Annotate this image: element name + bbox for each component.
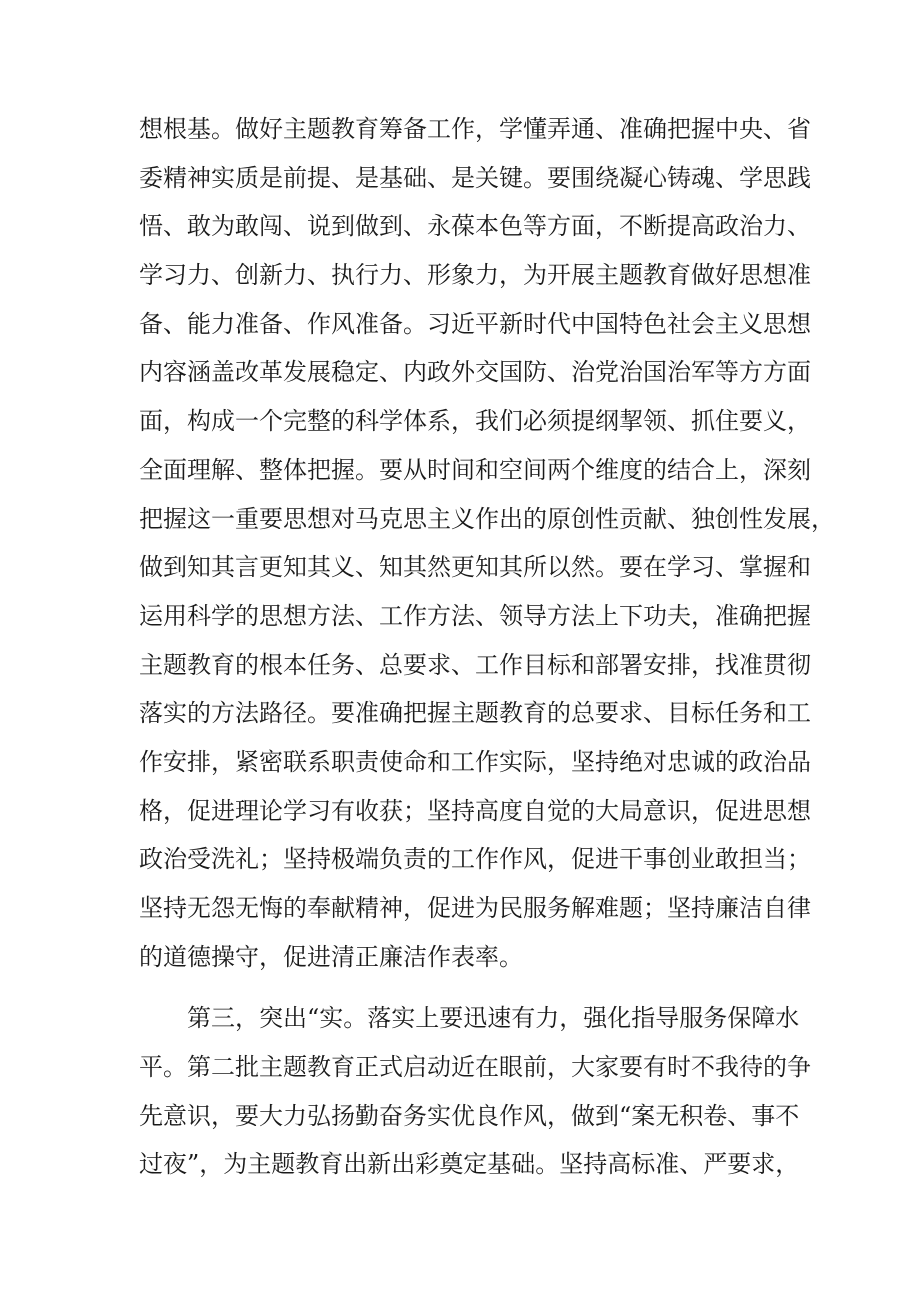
paragraph-gap [139,981,795,994]
paragraph-line: 主题教育的根本任务、总要求、工作目标和部署安排，找准贯彻 [139,650,811,679]
paragraph-line: 运用科学的思想方法、工作方法、领导方法上下功夫，准确把握 [139,601,811,630]
paragraph-line: 的道德操守，促进清正廉洁作表率。 [139,942,523,971]
paragraph-line: 作安排，紧密联系职责使命和工作实际，坚持绝对忠诚的政治品 [139,747,811,776]
paragraph-line: 过夜”，为主题教育出新出彩奠定基础。坚持高标准、严要求， [139,1150,800,1179]
paragraph-line: 做到知其言更知其义、知其然更知其所以然。要在学习、掌握和 [139,553,811,582]
paragraph-line: 学习力、创新力、执行力、形象力，为开展主题教育做好思想准 [139,261,811,290]
paragraph-line: 先意识，要大力弘扬勤奋务实优良作风，做到“案无积卷、事不 [139,1101,800,1130]
paragraph-line: 第三，突出“实。落实上要迅速有力，强化指导服务保障水 [187,1004,800,1033]
paragraph-line: 内容涵盖改革发展稳定、内政外交国防、治党治国治军等方方面 [139,358,811,387]
document-body [139,105,835,1189]
paragraph-line: 坚持无怨无悔的奉献精神，促进为民服务解难题；坚持廉洁自律 [139,894,811,922]
paragraph-line: 落实的方法路径。要准确把握主题教育的总要求、目标任务和工 [139,699,811,728]
paragraph-2 [139,994,811,1189]
paragraph-line: 面，构成一个完整的科学体系，我们必须提纲挈领、抓住要义， [139,407,811,436]
paragraph-line: 格，促进理论学习有收获；坚持高度自觉的大局意识，促进思想 [139,796,811,825]
paragraph-line: 委精神实质是前提、是基础、是关键。要围绕凝心铸魂、学思践 [139,163,811,192]
paragraph-line: 平。第二批主题教育正式启动近在眼前，大家要有时不我待的争 [139,1053,811,1082]
paragraph-1 [139,105,835,981]
paragraph-line: 悟、敢为敢闯、说到做到、永葆本色等方面，不断提高政治力、 [139,212,811,241]
paragraph-line: 备、能力准备、作风准备。习近平新时代中国特色社会主义思想 [139,309,811,338]
paragraph-line: 想根基。做好主题教育筹备工作，学懂弄通、准确把握中央、省 [139,115,811,143]
paragraph-line: 政治受洗礼；坚持极端负责的工作作风，促进干事创业敢担当； [139,845,811,874]
paragraph-line: 全面理解、整体把握。要从时间和空间两个维度的结合上，深刻 [139,455,811,484]
paragraph-line: 把握这一重要思想对马克思主义作出的原创性贡献、独创性发展， [139,504,835,533]
